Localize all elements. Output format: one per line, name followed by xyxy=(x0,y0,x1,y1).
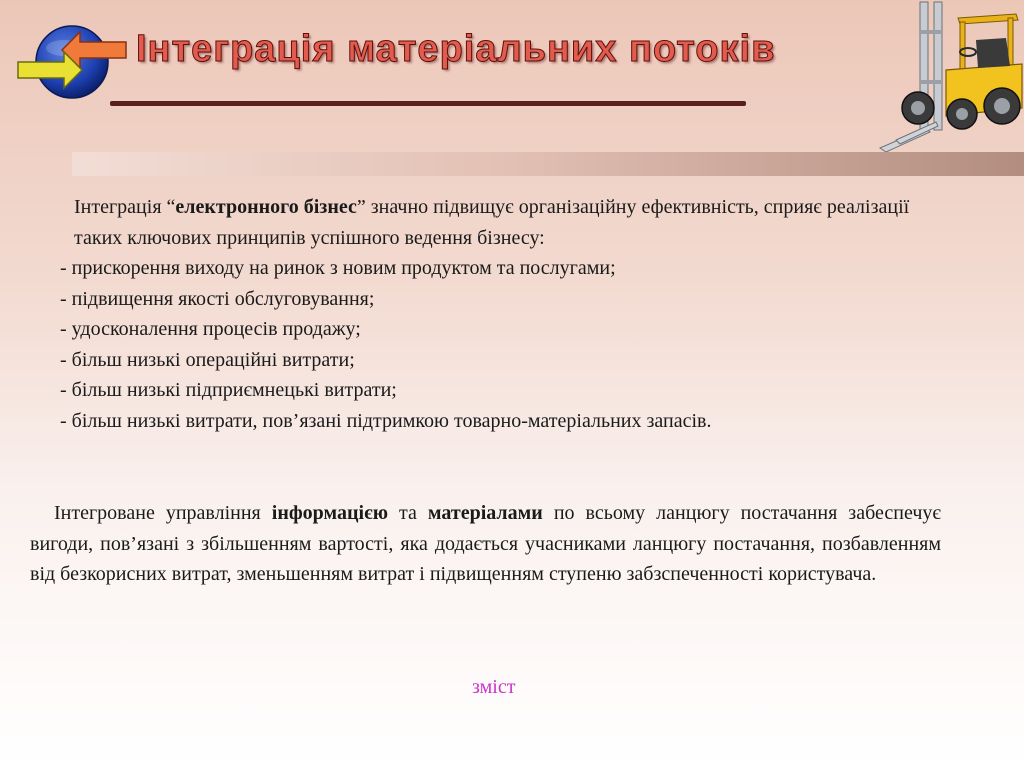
intro-text-before: Інтеграція “ xyxy=(74,196,176,218)
intro-block xyxy=(30,192,930,436)
p2-bold-information: інформацією xyxy=(271,502,388,524)
intro-bold-term: електронного бізнес xyxy=(175,196,357,218)
list-item: - прискорення виходу на ринок з новим продуктом та послугами; xyxy=(60,257,616,279)
header-band xyxy=(72,152,1024,176)
intro-paragraph xyxy=(30,192,930,253)
benefits-list xyxy=(30,253,930,436)
list-item: - більш низькі операційні витрати; xyxy=(60,348,355,371)
p2-text-3: по всьому ланцюгу постачання забеспечує вигоди, пов’язані з збільшенням вартості, яка додається учасниками ланцюгу постачання, позбавленням від безкорисних витрат, зменьшенням витрат і підвищенням ступеню забзспеченності користувача. xyxy=(30,502,941,585)
list-item: - удосконалення процесів продажу; xyxy=(60,318,361,340)
integration-paragraph xyxy=(30,498,941,590)
p2-bold-materials: матеріалами xyxy=(427,502,543,524)
p2-text-1: Інтегроване управління xyxy=(54,502,272,524)
p2-text-2: та xyxy=(388,502,428,524)
title-underline xyxy=(110,101,746,106)
list-item: - більш низькі витрати, пов’язані підтримкою товарно-матеріальних запасів. xyxy=(60,409,712,432)
intro-text-after: ” значно підвищує організаційну ефективність, сприяє реалізації таких ключових принципів успішного ведення бізнесу: xyxy=(74,196,910,249)
arrows-globe-icon xyxy=(16,24,128,102)
contents-link[interactable]: зміст xyxy=(472,676,516,698)
list-item: - підвищення якості обслуговування; xyxy=(60,287,375,310)
list-item: - більш низькі підприємнецькі витрати; xyxy=(60,379,397,401)
slide-title: Інтеграція матеріальних потоків xyxy=(136,28,776,70)
forklift-icon xyxy=(876,0,1024,152)
